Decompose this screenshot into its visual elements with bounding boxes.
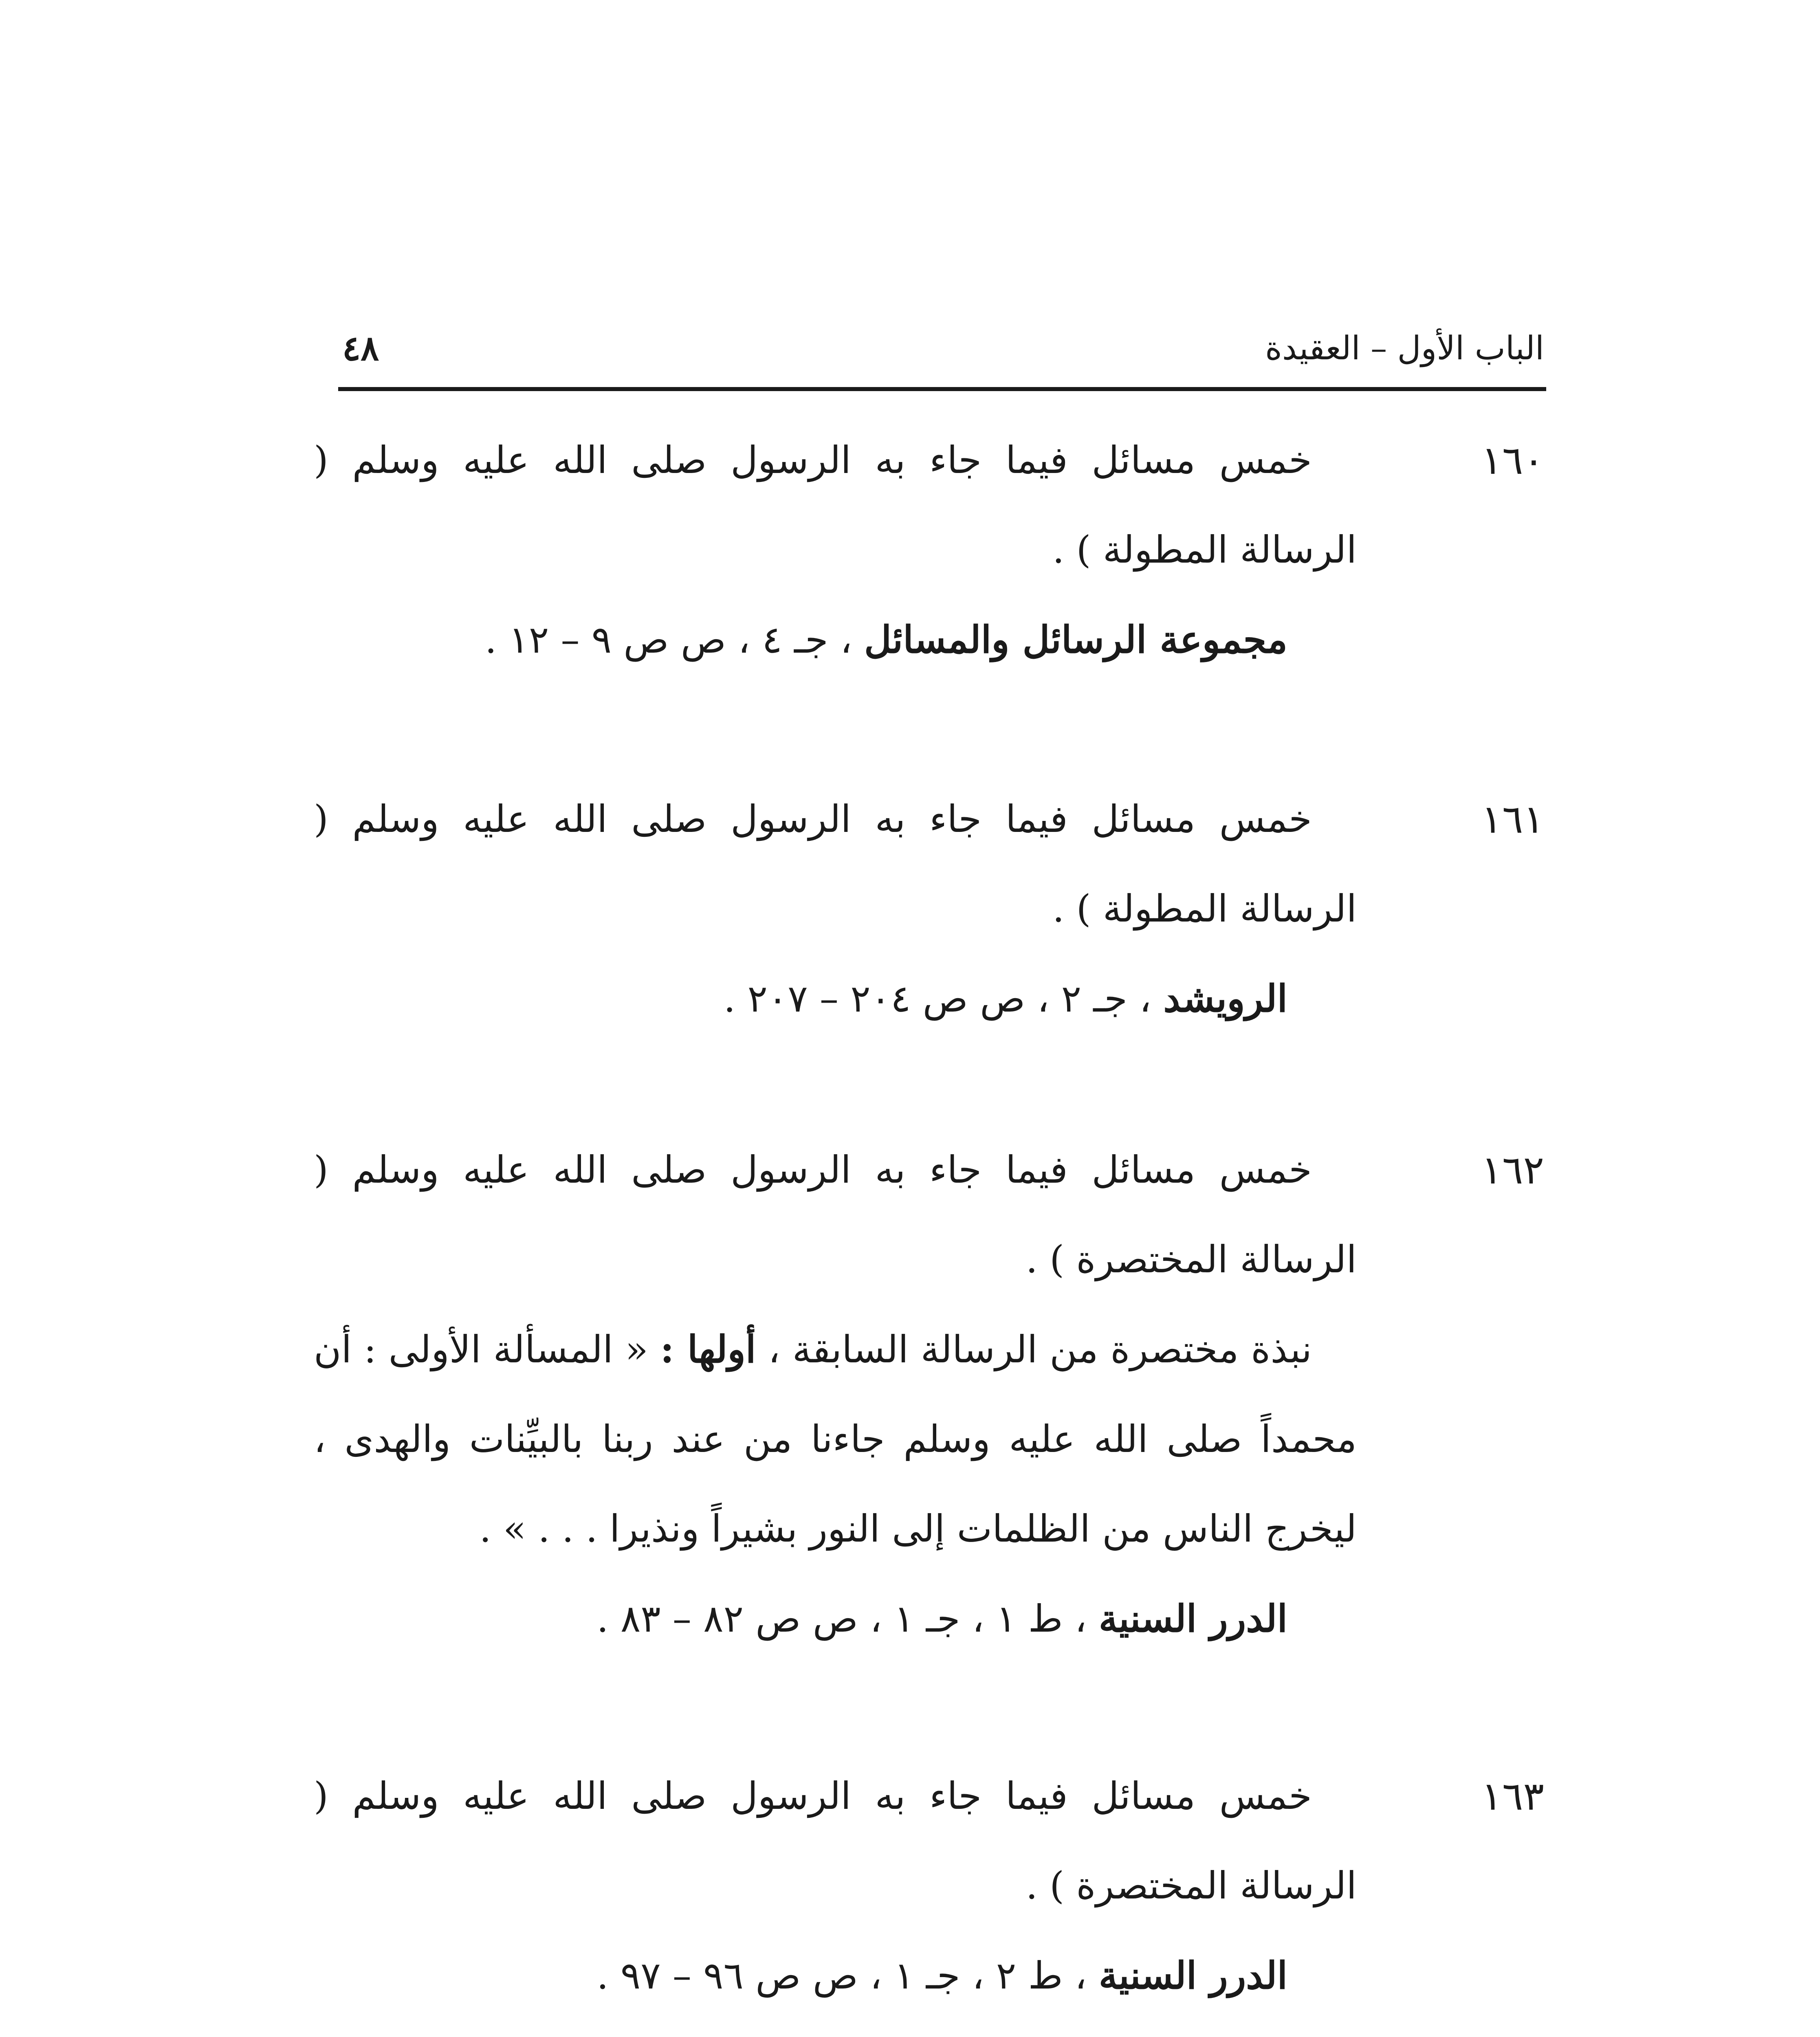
header-divider <box>338 387 1546 391</box>
entry-subject: خمس مسائل فيما جاء به الرسول صلى الله عليه وسلم ( الرسالة المطولة ) . <box>314 797 1357 931</box>
source-details: ، جـ ٢ ، ص ص ٢٠٤ – ٢٠٧ . <box>723 977 1151 1021</box>
entry-source <box>314 595 1357 685</box>
entry-subject: خمس مسائل فيما جاء به الرسول صلى الله عليه وسلم ( الرسالة المختصرة ) . <box>314 1774 1357 1907</box>
entry-161 <box>171 774 1544 1044</box>
entry-body <box>314 1125 1357 1664</box>
entry-163 <box>171 1751 1544 2021</box>
entry-list <box>171 416 1544 2037</box>
excerpt-lead: نبذة مختصرة من الرسالة السابقة ، <box>768 1328 1312 1371</box>
entry-body <box>314 416 1357 685</box>
entry-source <box>314 954 1357 1044</box>
entry-number: ١٦٠ <box>1481 438 1544 483</box>
entry-number: ١٦٢ <box>1481 1147 1544 1193</box>
excerpt-label: أولها : <box>660 1327 756 1371</box>
entry-body <box>314 1751 1357 2021</box>
entry-excerpt <box>314 1304 1357 1574</box>
entry-number: ١٦١ <box>1481 796 1544 842</box>
entry-160 <box>171 416 1544 685</box>
source-title: الدرر السنية <box>1098 1953 1287 1997</box>
entry-number: ١٦٣ <box>1481 1773 1544 1819</box>
chapter-title: الباب الأول – العقيدة <box>1265 329 1544 367</box>
source-details: ، ط ١ ، جـ ١ ، ص ص ٨٢ – ٨٣ . <box>596 1597 1087 1641</box>
entry-source <box>314 1931 1357 2021</box>
entry-body <box>314 774 1357 1044</box>
entry-subject: خمس مسائل فيما جاء به الرسول صلى الله عليه وسلم ( الرسالة المختصرة ) . <box>314 1148 1357 1281</box>
entry-source <box>314 1574 1357 1664</box>
running-header <box>342 326 1544 379</box>
entry-162 <box>171 1125 1544 1664</box>
page-number: ٤٨ <box>342 328 379 368</box>
source-title: الرويشد <box>1163 977 1287 1021</box>
excerpt-text: « المسألة الأولى : أن محمداً صلى الله عليه وسلم جاءنا من عند ربنا بالبيِّنات والهدى ، ليخرج الناس من الظلمات إلى النور بشيراً ونذيرا . . . » . <box>314 1328 1357 1551</box>
source-title: الدرر السنية <box>1098 1597 1287 1641</box>
entry-subject: خمس مسائل فيما جاء به الرسول صلى الله عليه وسلم ( الرسالة المطولة ) . <box>314 438 1357 572</box>
source-details: ، ط ٢ ، جـ ١ ، ص ص ٩٦ – ٩٧ . <box>596 1954 1087 1997</box>
source-details: ، جـ ٤ ، ص ص ٩ – ١٢ . <box>484 618 852 662</box>
source-title: مجموعة الرسائل والمسائل <box>864 618 1287 662</box>
